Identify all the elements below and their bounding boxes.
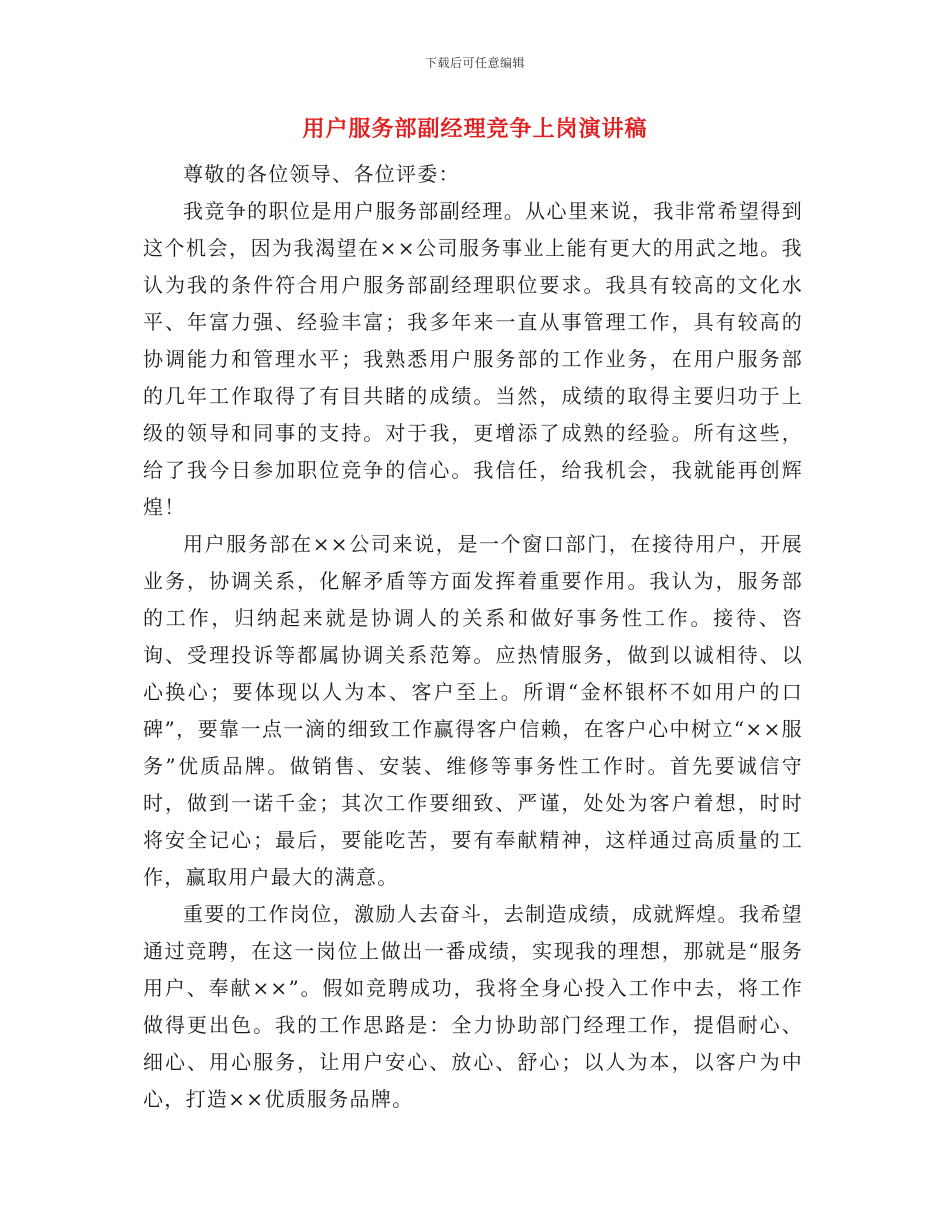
document-title: 用户服务部副经理竞争上岗演讲稿	[302, 116, 648, 142]
body-paragraph-2: 用户服务部在××公司来说，是一个窗口部门，在接待用户，开展业务，协调关系，化解矛盾等方面发挥着重要作用。我认为，服务部的工作，归纳起来就是协调人的关系和做好事务性工作。接待、咨询、受理投诉等都属协调关系范筹。应热情服务，做到以诚相待、以心换心；要体现以人为本、客户至上。所谓“金杯银杯不如用户的口碑”，要靠一点一滴的细致工作赢得客户信赖，在客户心中树立“××服务”优质品牌。做销售、安装、维修等事务性工作时。首先要诚信守时，做到一诺千金；其次工作要细致、严谨，处处为客户着想，时时将安全记心；最后，要能吃苦，要有奉献精神，这样通过高质量的工作，赢取用户最大的满意。	[143, 532, 803, 889]
document-body	[143, 156, 803, 1118]
salutation-paragraph: 尊敬的各位领导、各位评委：	[183, 162, 460, 186]
body-paragraph-1: 我竞争的职位是用户服务部副经理。从心里来说，我非常希望得到这个机会，因为我渴望在××公司服务事业上能有更大的用武之地。我认为我的条件符合用户服务部副经理职位要求。我具有较高的文化水平、年富力强、经验丰富；我多年来一直从事管理工作，具有较高的协调能力和管理水平；我熟悉用户服务部的工作业务，在用户服务部的几年工作取得了有目共睹的成绩。当然，成绩的取得主要归功于上级的领导和同事的支持。对于我，更增添了成熟的经验。所有这些，给了我今日参加职位竞争的信心。我信任，给我机会，我就能再创辉煌！	[143, 199, 803, 519]
header-note: 下载后可任意编辑	[424, 56, 525, 70]
body-paragraph-3: 重要的工作岗位，激励人去奋斗，去制造成绩，成就辉煌。我希望通过竞聘，在这一岗位上做出一番成绩，实现我的理想，那就是“服务用户、奉献××”。假如竞聘成功，我将全身心投入工作中去，将工作做得更出色。我的工作思路是：全力协助部门经理工作，提倡耐心、细心、用心服务，让用户安心、放心、舒心；以人为本，以客户为中心，打造××优质服务品牌。	[143, 902, 803, 1111]
